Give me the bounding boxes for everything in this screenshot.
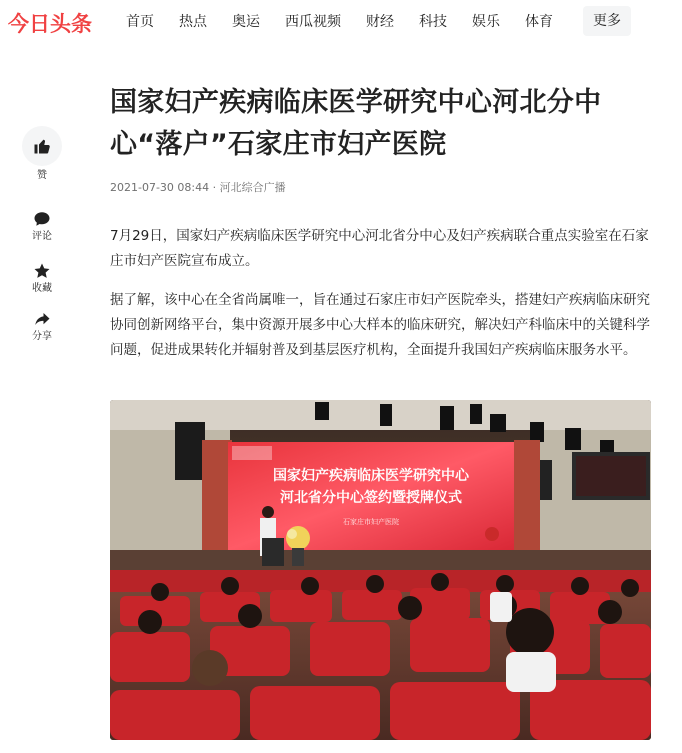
screen-title-line-1: 国家妇产疾病临床医学研究中心: [273, 468, 469, 484]
nav-item-tech[interactable]: 科技: [419, 14, 447, 30]
nav-item-xigua-video[interactable]: 西瓜视频: [285, 14, 341, 30]
share-arrow-icon: [33, 310, 51, 328]
like-circle: [22, 126, 62, 166]
screen-subtitle: 石家庄市妇产医院: [343, 518, 399, 526]
favorite-label: 收藏: [32, 283, 52, 294]
like-button[interactable]: [22, 126, 62, 182]
share-button[interactable]: [22, 310, 62, 343]
thumbs-up-icon: [33, 137, 51, 155]
top-nav-bar: [0, 0, 682, 44]
comment-label: 评论: [32, 231, 52, 242]
share-label: 分享: [32, 331, 52, 342]
article-paragraph-1: 7月29日，国家妇产疾病临床医学研究中心河北省分中心及妇产疾病联合重点实验室在石家庄市妇产医院宣布成立。: [110, 228, 649, 269]
screen-title-line-2: 河北省分中心签约暨授牌仪式: [280, 490, 462, 506]
article-paragraph-2: 据了解，该中心在全省尚属唯一，旨在通过石家庄市妇产医院牵头，搭建妇产疾病临床研究协同创新网络平台，集中资源开展多中心大样本的临床研究，解决妇产科临床中的关键科学问题，促进成果转化并辐射普及到基层医疗机构，全面提升我国妇产疾病临床服务水平。: [110, 292, 650, 358]
nav-item-finance[interactable]: 财经: [366, 14, 394, 30]
comment-icon: [33, 210, 51, 228]
ceremony-photo-illustration: [110, 400, 651, 740]
article-photo: [110, 400, 651, 740]
nav-item-hot[interactable]: 热点: [179, 14, 207, 30]
star-icon: [33, 262, 51, 280]
nav-item-entertainment[interactable]: 娱乐: [472, 14, 500, 30]
nav-item-olympics[interactable]: 奥运: [232, 14, 260, 30]
toutiao-logo[interactable]: 今日头条: [8, 12, 92, 36]
nav-item-home[interactable]: 首页: [126, 14, 154, 30]
nav-item-sports[interactable]: 体育: [525, 14, 553, 30]
channel-nav: [126, 12, 578, 32]
article-meta: 2021-07-30 08:44 · 河北综合广播: [110, 181, 286, 194]
comment-button[interactable]: [22, 210, 62, 243]
favorite-button[interactable]: [22, 262, 62, 295]
nav-more-button[interactable]: 更多: [583, 6, 631, 36]
article-title: 国家妇产疾病临床医学研究中心河北分中心“落户”石家庄市妇产医院: [110, 87, 602, 160]
like-label: 赞: [37, 170, 47, 181]
